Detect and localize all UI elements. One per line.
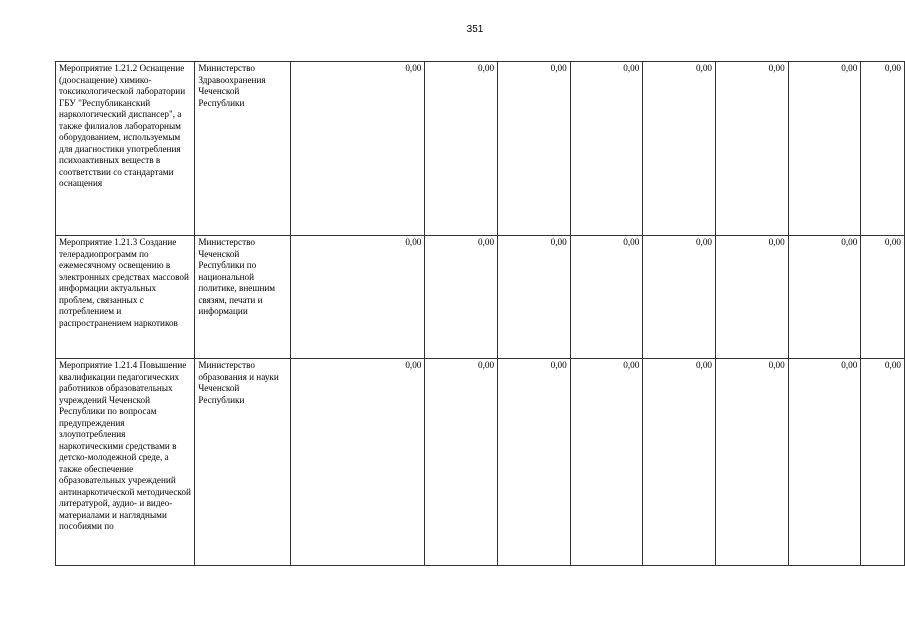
value-cell: 0,00: [788, 359, 861, 566]
value-cell: 0,00: [643, 62, 716, 236]
value-cell: 0,00: [498, 62, 571, 236]
value-cell: 0,00: [861, 236, 905, 359]
measures-table: [55, 61, 905, 566]
value-cell: 0,00: [290, 359, 425, 566]
value-cell: 0,00: [290, 62, 425, 236]
value-cell: 0,00: [643, 236, 716, 359]
responsible-org-cell: Министерство образования и науки Чеченской Республики: [195, 359, 291, 566]
measure-name-cell: Мероприятие 1.21.3 Создание телерадиопрограмм по ежемесячному освещению в электронных средствах массовой информации актуальных проблем, связанных с потреблением и распространением наркотиков: [56, 236, 195, 359]
value-cell: 0,00: [290, 236, 425, 359]
table-row: [56, 236, 905, 359]
value-cell: 0,00: [861, 62, 905, 236]
value-cell: 0,00: [498, 359, 571, 566]
value-cell: 0,00: [716, 62, 789, 236]
page-number: 351: [466, 24, 484, 35]
measure-name-cell: Мероприятие 1.21.2 Оснащение (дооснащение) химико-токсикологической лаборатории ГБУ "Республиканский наркологический диспансер", а также филиалов лабораторным оборудованием, используемым для диагностики употребления психоактивных веществ в соответствии со стандартами оснащения: [56, 62, 195, 236]
value-cell: 0,00: [643, 359, 716, 566]
value-cell: 0,00: [788, 62, 861, 236]
table-row: [56, 359, 905, 566]
value-cell: 0,00: [570, 62, 643, 236]
value-cell: 0,00: [861, 359, 905, 566]
value-cell: 0,00: [570, 359, 643, 566]
value-cell: 0,00: [716, 359, 789, 566]
value-cell: 0,00: [425, 236, 498, 359]
table-row: [56, 62, 905, 236]
value-cell: 0,00: [716, 236, 789, 359]
value-cell: 0,00: [570, 236, 643, 359]
value-cell: 0,00: [788, 236, 861, 359]
responsible-org-cell: Министерство Здравоохранения Чеченской Республики: [195, 62, 291, 236]
responsible-org-cell: Министерство Чеченской Республики по национальной политике, внешним связям, печати и информации: [195, 236, 291, 359]
value-cell: 0,00: [425, 62, 498, 236]
value-cell: 0,00: [425, 359, 498, 566]
measure-name-cell: Мероприятие 1.21.4 Повышение квалификации педагогических работников образовательных учреждений Чеченской Республики по вопросам предупреждения злоупотребления наркотическими средствами в детско-молодежной среде, а также обеспечение образовательных учреждений антинаркотической методической литературой, аудио- и видео-материалами и наглядными пособиями по: [56, 359, 195, 566]
value-cell: 0,00: [498, 236, 571, 359]
